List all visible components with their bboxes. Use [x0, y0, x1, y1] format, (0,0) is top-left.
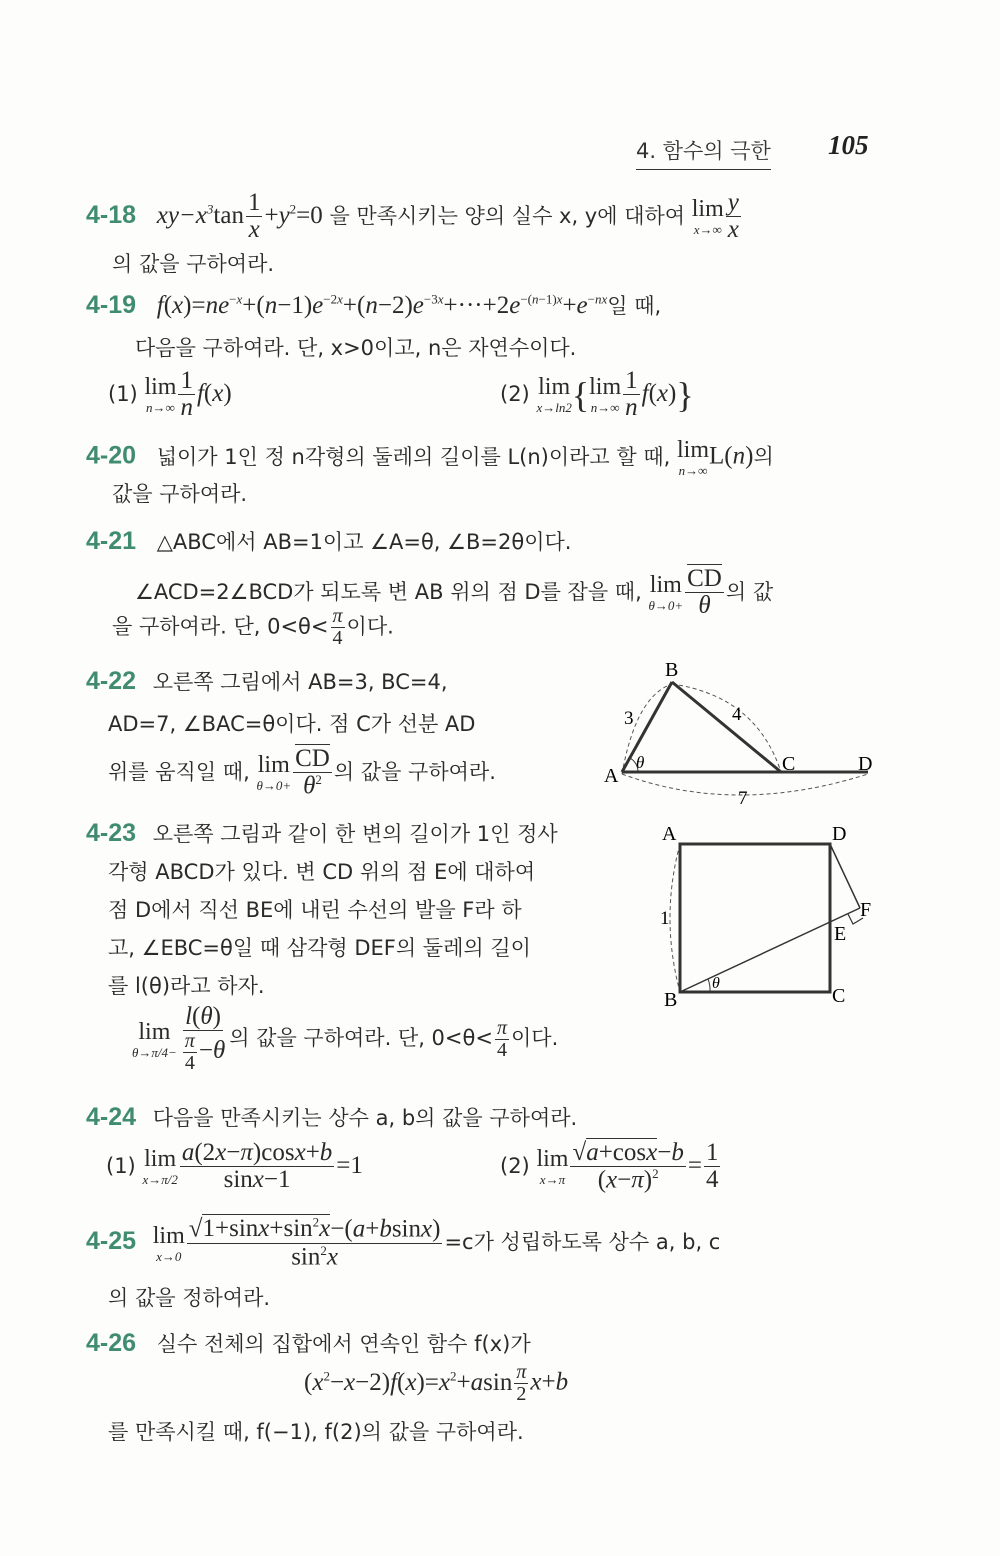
fraction: $\frac{1}{x}$ — [247, 189, 261, 244]
limit-expression: lim θ→0+ — [648, 572, 684, 614]
problem-number: 4-18 — [86, 200, 137, 229]
problem-4-23-line5: 를 l(θ)라고 하자. — [108, 974, 265, 998]
problem-number: 4-25 — [86, 1227, 137, 1256]
problem-4-20-line2: 값을 구하여라. — [112, 482, 248, 506]
limit-expression: lim x→∞ — [691, 196, 724, 238]
limit-expression: lim n→∞ — [677, 437, 710, 478]
problem-4-23-line1: 4-23 오른쪽 그림과 같이 한 변의 길이가 1인 정사 — [86, 819, 558, 847]
problem-4-23-line3: 점 D에서 직선 BE에 내린 수선의 발을 F라 하 — [108, 898, 522, 922]
problem-4-23-line2: 각형 ABCD가 있다. 변 CD 위의 점 E에 대하여 — [108, 860, 536, 884]
problem-4-24-line1: 4-24 다음을 만족시키는 상수 a, b의 값을 구하여라. — [86, 1103, 578, 1131]
problem-4-19-sub2: (2) lim x→ln2 { lim n→∞ $\frac{1}{n}$ f(x)} — [500, 367, 694, 422]
problem-4-21-line1: 4-21 △ABC에서 AB=1이고 ∠A=θ, ∠B=2θ이다. — [86, 527, 572, 555]
figure-4-22-triangle — [596, 656, 886, 812]
problem-number: 4-21 — [86, 527, 137, 555]
problem-number: 4-19 — [86, 291, 137, 319]
limit-expression: lim n→∞ — [144, 374, 177, 416]
problem-4-21-line3: 을 구하여라. 단, 0<θ< $\frac{\pi}{4}$ 이다. — [112, 605, 394, 649]
label-theta: θ — [636, 753, 645, 772]
label-D: D — [832, 823, 847, 845]
label-F: F — [860, 899, 872, 921]
problem-4-19-line1: 4-19 $f(x)=ne^{-x}+(n-1)e^{-2x}+(n-2)e^{-3x}+\cdot\cdot\cdot+2e^{-(n-1)x}+e^{-nx}$일 때, — [86, 291, 662, 319]
limit-expression: lim x→π — [536, 1146, 569, 1188]
limit-expression: lim x→ln2 — [536, 374, 572, 416]
figure-4-23-square — [652, 820, 892, 1010]
problem-4-23-line4: 고, ∠EBC=θ일 때 삼각형 DEF의 둘레의 길이 — [108, 936, 531, 960]
label-3: 3 — [624, 708, 634, 729]
problem-number: 4-20 — [86, 441, 137, 470]
problem-4-19-sub1: (1) lim n→∞ $\frac{1}{n}$ f(x) — [108, 367, 232, 422]
label-4: 4 — [732, 704, 742, 725]
problem-number: 4-26 — [86, 1329, 137, 1357]
header-section-title: 4. 함수의 극한 — [636, 135, 771, 170]
problem-4-25-line1: 4-25 lim x→0 $\frac{√1+\sin x+\sin^2x-(a+bsinx)}{\sin^2x}$ =c가 성립하도록 상수 a, b, c — [86, 1215, 721, 1270]
label-E: E — [834, 923, 847, 945]
problem-4-23-line6: lim θ→π/4− l(θ) $\frac{\pi}{4}$ −θ 의 값을 구하여라. 단, 0<θ< $\frac{\pi}{4}$ 이다. — [132, 1003, 559, 1075]
problem-4-18-line2: 의 값을 구하여라. — [112, 252, 275, 276]
problem-4-26-line3: 를 만족시킬 때, f(−1), f(2)의 값을 구하여라. — [108, 1420, 524, 1444]
problem-4-26-line1: 4-26 실수 전체의 집합에서 연속인 함수 f(x)가 — [86, 1329, 531, 1357]
limit-expression: lim θ→π/4− — [132, 1018, 177, 1060]
page-number: 105 — [828, 130, 869, 160]
problem-4-18-line1: 4-18 $xy-x^3\tan$ $\frac{1}{x}$ $+y^2=0$ 을 만족시키는 양의 실수 x, y에 대하여 lim x→∞ $\frac{y}{x}$ — [86, 189, 739, 244]
problem-4-26-equation: $(x^2-x-2)f(x)=x^2+asin$ $\frac{\pi}{2}$ x+b — [304, 1361, 569, 1405]
problem-number: 4-22 — [86, 667, 137, 695]
limit-expression: lim x→0 — [152, 1222, 185, 1264]
limit-expression: lim θ→0+ — [256, 752, 292, 794]
label-C: C — [832, 985, 846, 1007]
problem-4-22-line2: AD=7, ∠BAC=θ이다. 점 C가 선분 AD — [108, 712, 476, 736]
problem-4-25-line2: 의 값을 정하여라. — [108, 1286, 271, 1310]
label-D: D — [858, 753, 873, 775]
equation: $f(x)=ne^{-x}+(n-1)e^{-2x}+(n-2)e^{-3x}+\cdot\cdot\cdot+2e^{-(n-1)x}+e^{-nx}$ — [156, 291, 608, 319]
problem-4-24-sub1: (1) lim x→π/2 $\frac{a(2x-\pi)\cos x+b}{\sin x-1}$ =1 — [106, 1139, 363, 1194]
label-C: C — [782, 753, 796, 775]
problem-number: 4-23 — [86, 819, 137, 847]
problem-number: 4-24 — [86, 1103, 137, 1131]
limit-expression: lim x→π/2 — [142, 1146, 178, 1188]
problem-4-20-line1: 4-20 넓이가 1인 정 n각형의 둘레의 길이를 L(n)이라고 할 때, lim n→∞ L(n)의 — [86, 437, 774, 478]
problem-4-21-line2: ∠ACD=2∠BCD가 되도록 변 AB 위의 점 D를 잡을 때, lim θ→0+ $\frac{CD}{\theta}$ 의 값 — [135, 565, 774, 620]
label-B: B — [665, 659, 679, 681]
problem-4-24-sub2: (2) lim x→π $\frac{√a+\cos x-b}{(x-\pi)^2}$ = $\frac{1}{4}$ — [500, 1139, 719, 1194]
problem-4-19-line2: 다음을 구하여라. 단, x>0이고, n은 자연수이다. — [135, 336, 577, 360]
label-A: A — [604, 765, 619, 787]
problem-text: 을 만족시키는 양의 실수 x, y에 대하여 — [329, 203, 686, 228]
label-A: A — [662, 823, 677, 845]
label-theta: θ — [712, 975, 720, 992]
label-7: 7 — [738, 788, 748, 809]
problem-4-22-line3: 위를 움직일 때, lim θ→0+ $\frac{CD}{\theta^2}$ 의 값을 구하여라. — [108, 745, 496, 800]
equation: $xy-x^3$ — [156, 201, 214, 229]
label-1: 1 — [660, 908, 670, 929]
label-B: B — [664, 989, 678, 1010]
problem-4-22-line1: 4-22 오른쪽 그림에서 AB=3, BC=4, — [86, 667, 448, 695]
